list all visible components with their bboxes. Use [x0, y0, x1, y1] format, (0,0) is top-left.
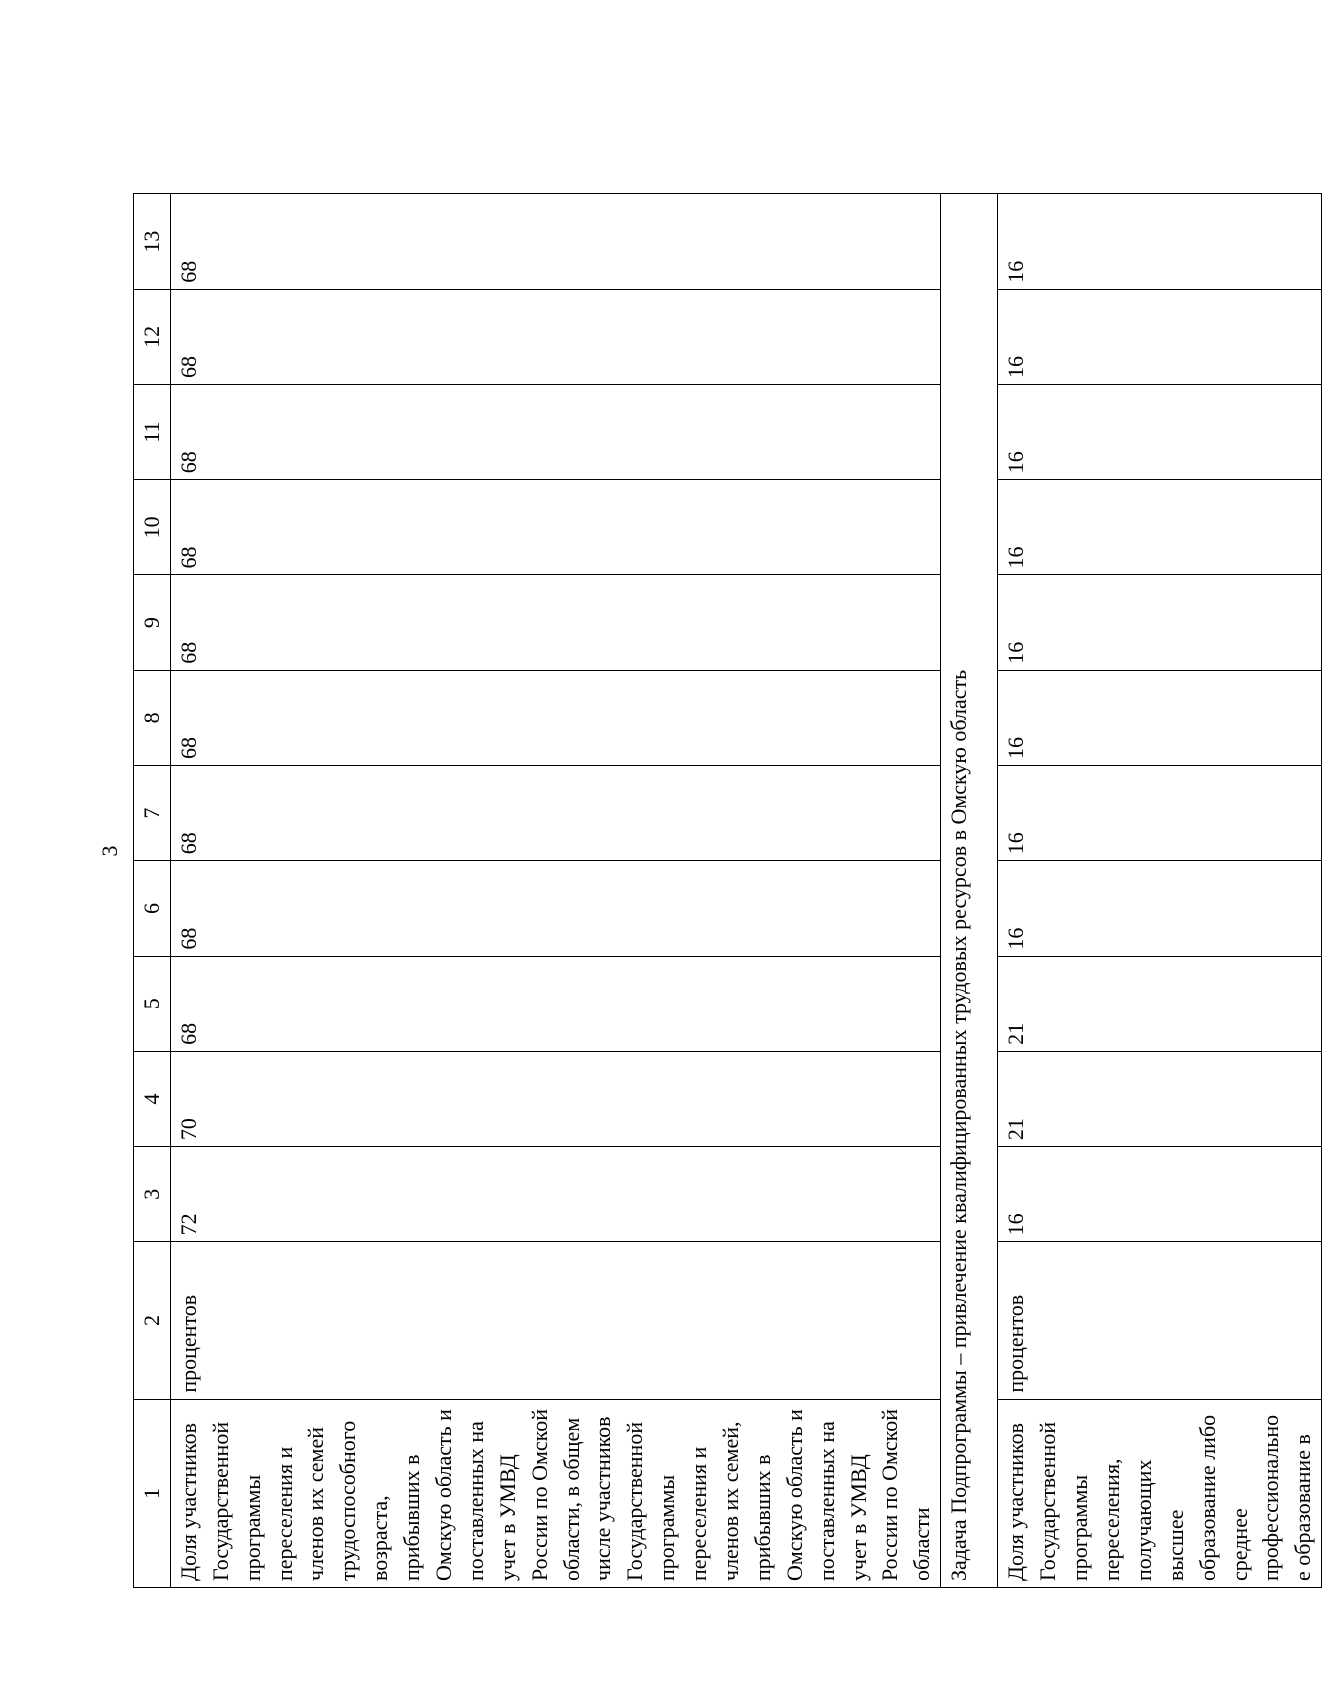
value-cell: 68	[170, 766, 940, 861]
table-row	[170, 99, 940, 1588]
value-cell: 16	[998, 289, 1322, 384]
unit-cell: процентов	[170, 1242, 940, 1399]
value-cell: 16	[998, 670, 1322, 765]
value-cell: 68	[170, 194, 940, 289]
column-header: 1	[134, 1399, 171, 1587]
page-number: 3	[97, 845, 122, 857]
section-row	[941, 99, 998, 1588]
unit-cell: процентов	[998, 1242, 1322, 1399]
value-cell: 68	[170, 289, 940, 384]
value-cell: 16	[998, 575, 1322, 670]
value-cell: 16	[998, 861, 1322, 956]
value-cell: 72	[170, 1147, 940, 1242]
column-header: 9	[134, 575, 171, 670]
section-title: Задача Подпрограммы – привлечение квалифицированных трудовых ресурсов в Омскую область	[941, 194, 998, 1588]
value-cell: 16	[998, 766, 1322, 861]
value-cell: 16	[998, 480, 1322, 575]
column-header: 11	[134, 384, 171, 479]
value-cell: 68	[170, 956, 940, 1051]
indicator-cell: Доля участников Государственной программы переселения, получающих высшее образование либо среднее профессиональное образование в	[998, 1399, 1322, 1587]
value-cell: 16	[998, 194, 1322, 289]
indicators-table	[133, 98, 1322, 1588]
column-header: 3	[134, 1147, 171, 1242]
table-row	[998, 99, 1322, 1588]
table-header-row	[134, 99, 171, 1588]
column-header: 12	[134, 289, 171, 384]
column-header: 8	[134, 670, 171, 765]
value-cell: 68	[170, 480, 940, 575]
value-cell: 70	[170, 1051, 940, 1146]
column-header: 7	[134, 766, 171, 861]
document-sheet	[133, 98, 1316, 1588]
value-cell: 16	[998, 384, 1322, 479]
value-cell: 68	[170, 861, 940, 956]
column-header: 6	[134, 861, 171, 956]
indicator-cell: Доля участников Государственной программы переселения и членов их семей трудоспособного возраста, прибывших в Омскую область и поставленных на учет в УМВД России по Омской области, в общем числе участников Государственной программы переселения и членов их семей, прибывших в Омскую область и поставленных на учет в УМВД России по Омской области	[170, 1399, 940, 1587]
column-header: 13	[134, 194, 171, 289]
column-header: 10	[134, 480, 171, 575]
column-header: 2	[134, 1242, 171, 1399]
value-cell: 21	[998, 956, 1322, 1051]
value-cell: 16	[998, 1147, 1322, 1242]
value-cell: 21	[998, 1051, 1322, 1146]
value-cell: 68	[170, 670, 940, 765]
value-cell: 68	[170, 384, 940, 479]
column-header: 4	[134, 1051, 171, 1146]
value-cell: 68	[170, 575, 940, 670]
column-header: 5	[134, 956, 171, 1051]
